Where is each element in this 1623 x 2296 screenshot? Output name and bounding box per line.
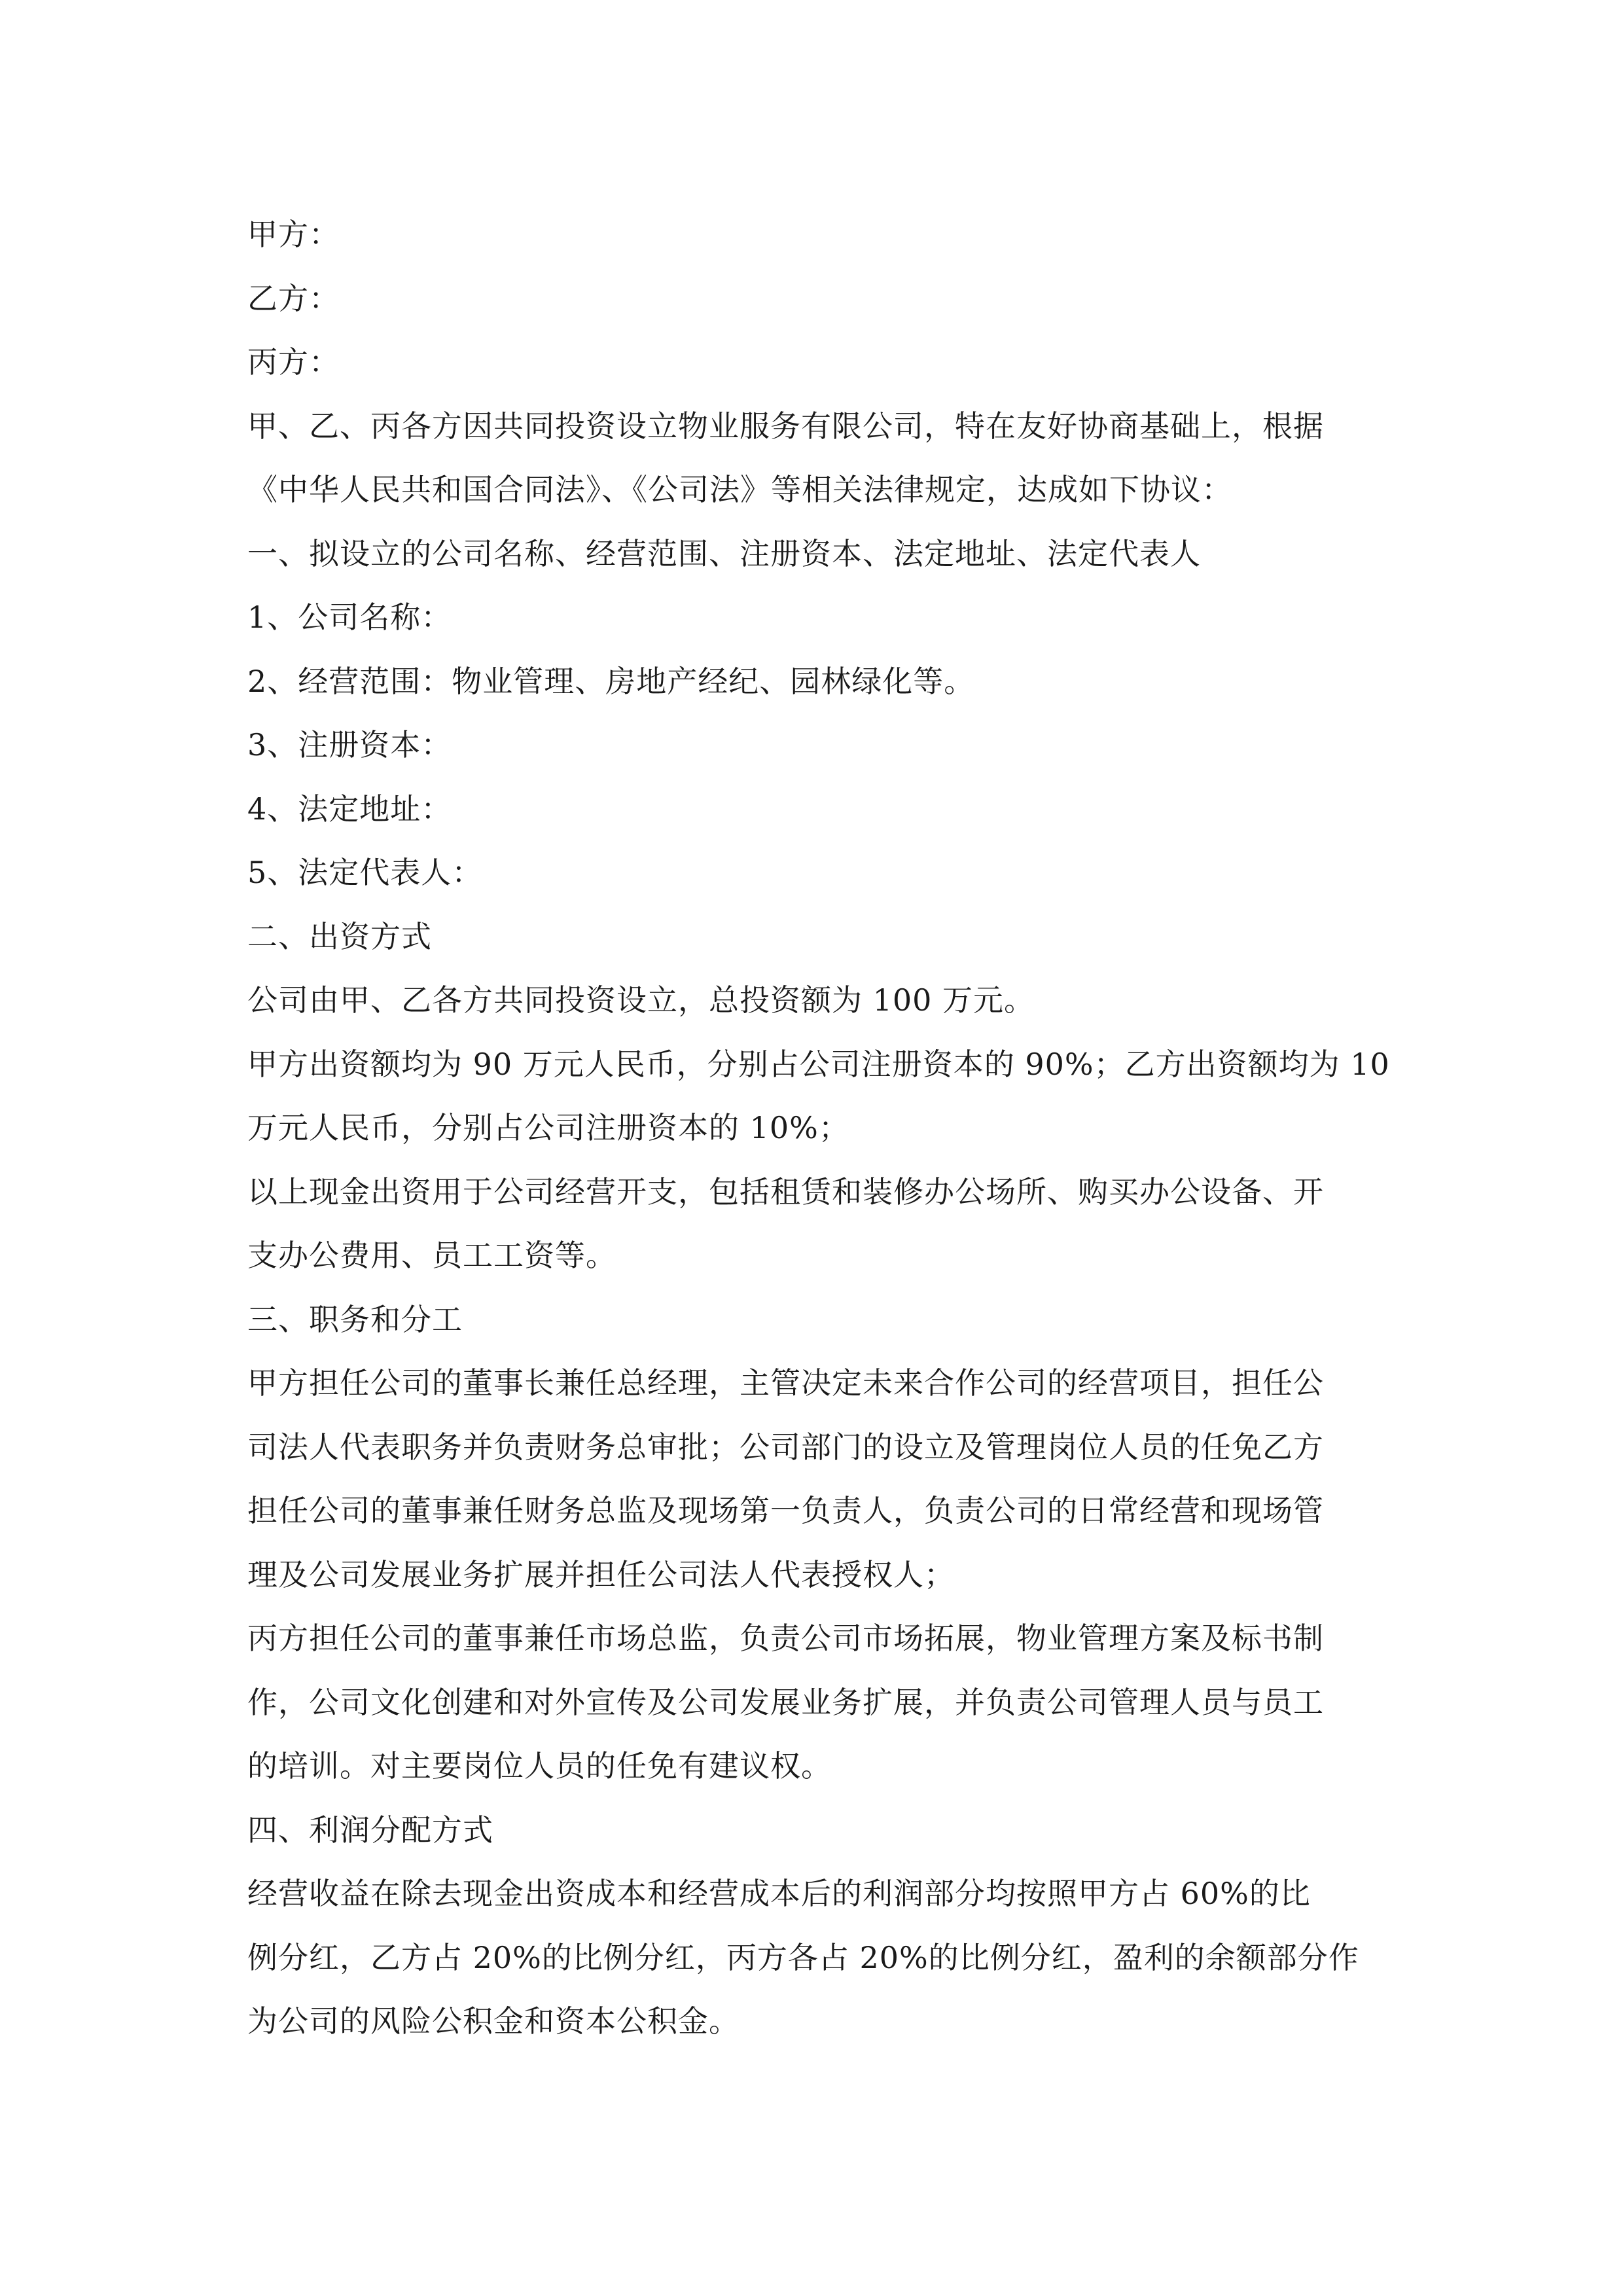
text-line: 担任公司的董事兼任财务总监及现场第一负责人，负责公司的日常经营和现场管 [247, 1493, 1324, 1528]
text-line: 甲方担任公司的董事长兼任总经理，主管决定未来合作公司的经营项目，担任公 [247, 1365, 1324, 1401]
party-c-label: 丙方： [247, 344, 340, 380]
section-heading: 四、利润分配方式 [247, 1812, 493, 1848]
text-line: 丙方担任公司的董事兼任市场总监，负责公司市场拓展，物业管理方案及标书制 [247, 1621, 1324, 1656]
document-body [247, 203, 1390, 2054]
section-4 [247, 1799, 1381, 2054]
text-line: 为公司的风险公积金和资本公积金。 [247, 2003, 740, 2039]
text-line: 司法人代表职务并负责财务总审批；公司部门的设立及管理岗位人员的任免乙方 [247, 1429, 1324, 1465]
text-line: 公司由甲、乙各方共同投资设立，总投资额为 100 万元。 [247, 982, 1035, 1018]
list-item: 1、公司名称： [247, 600, 452, 635]
list-item: 3、注册资本： [247, 727, 452, 762]
text-line: 例分红，乙方占 20%的比例分红，丙方各占 20%的比例分红，盈利的余额部分作 [247, 1939, 1359, 1975]
intro-paragraph [247, 395, 1381, 522]
text-line: 甲方出资额均为 90 万元人民币，分别占公司注册资本的 90%；乙方出资额均为 10 [247, 1046, 1390, 1082]
list-item: 2、经营范围：物业管理、房地产经纪、园林绿化等。 [247, 663, 975, 699]
text-line: 理及公司发展业务扩展并担任公司法人代表授权人； [247, 1556, 955, 1592]
section-2 [247, 905, 1390, 1288]
section-heading: 一、拟设立的公司名称、经营范围、注册资本、法定地址、法定代表人 [247, 535, 1201, 571]
text-line: 《中华人民共和国合同法》、《公司法》等相关法律规定，达成如下协议： [247, 472, 1232, 507]
party-b-label: 乙方： [247, 280, 340, 316]
party-a-label: 甲方： [247, 217, 340, 252]
text-line: 经营收益在除去现金出资成本和经营成本后的利润部分均按照甲方占 60%的比 [247, 1876, 1311, 1911]
section-3 [247, 1288, 1381, 1799]
text-line: 作，公司文化创建和对外宣传及公司发展业务扩展，并负责公司管理人员与员工 [247, 1684, 1324, 1720]
text-line: 支办公费用、员工工资等。 [247, 1238, 616, 1273]
list-item: 5、法定代表人： [247, 855, 483, 890]
text-line: 的培训。对主要岗位人员的任免有建议权。 [247, 1748, 832, 1784]
text-line: 以上现金出资用于公司经营开支，包括租赁和装修办公场所、购买办公设备、开 [247, 1174, 1324, 1210]
section-heading: 三、职务和分工 [247, 1301, 463, 1337]
text-line: 甲、乙、丙各方因共同投资设立物业服务有限公司，特在友好协商基础上，根据 [247, 408, 1324, 444]
section-1 [247, 522, 1381, 905]
text-line: 万元人民币，分别占公司注册资本的 10%； [247, 1110, 849, 1145]
list-item: 4、法定地址： [247, 791, 452, 827]
section-heading: 二、出资方式 [247, 918, 432, 954]
